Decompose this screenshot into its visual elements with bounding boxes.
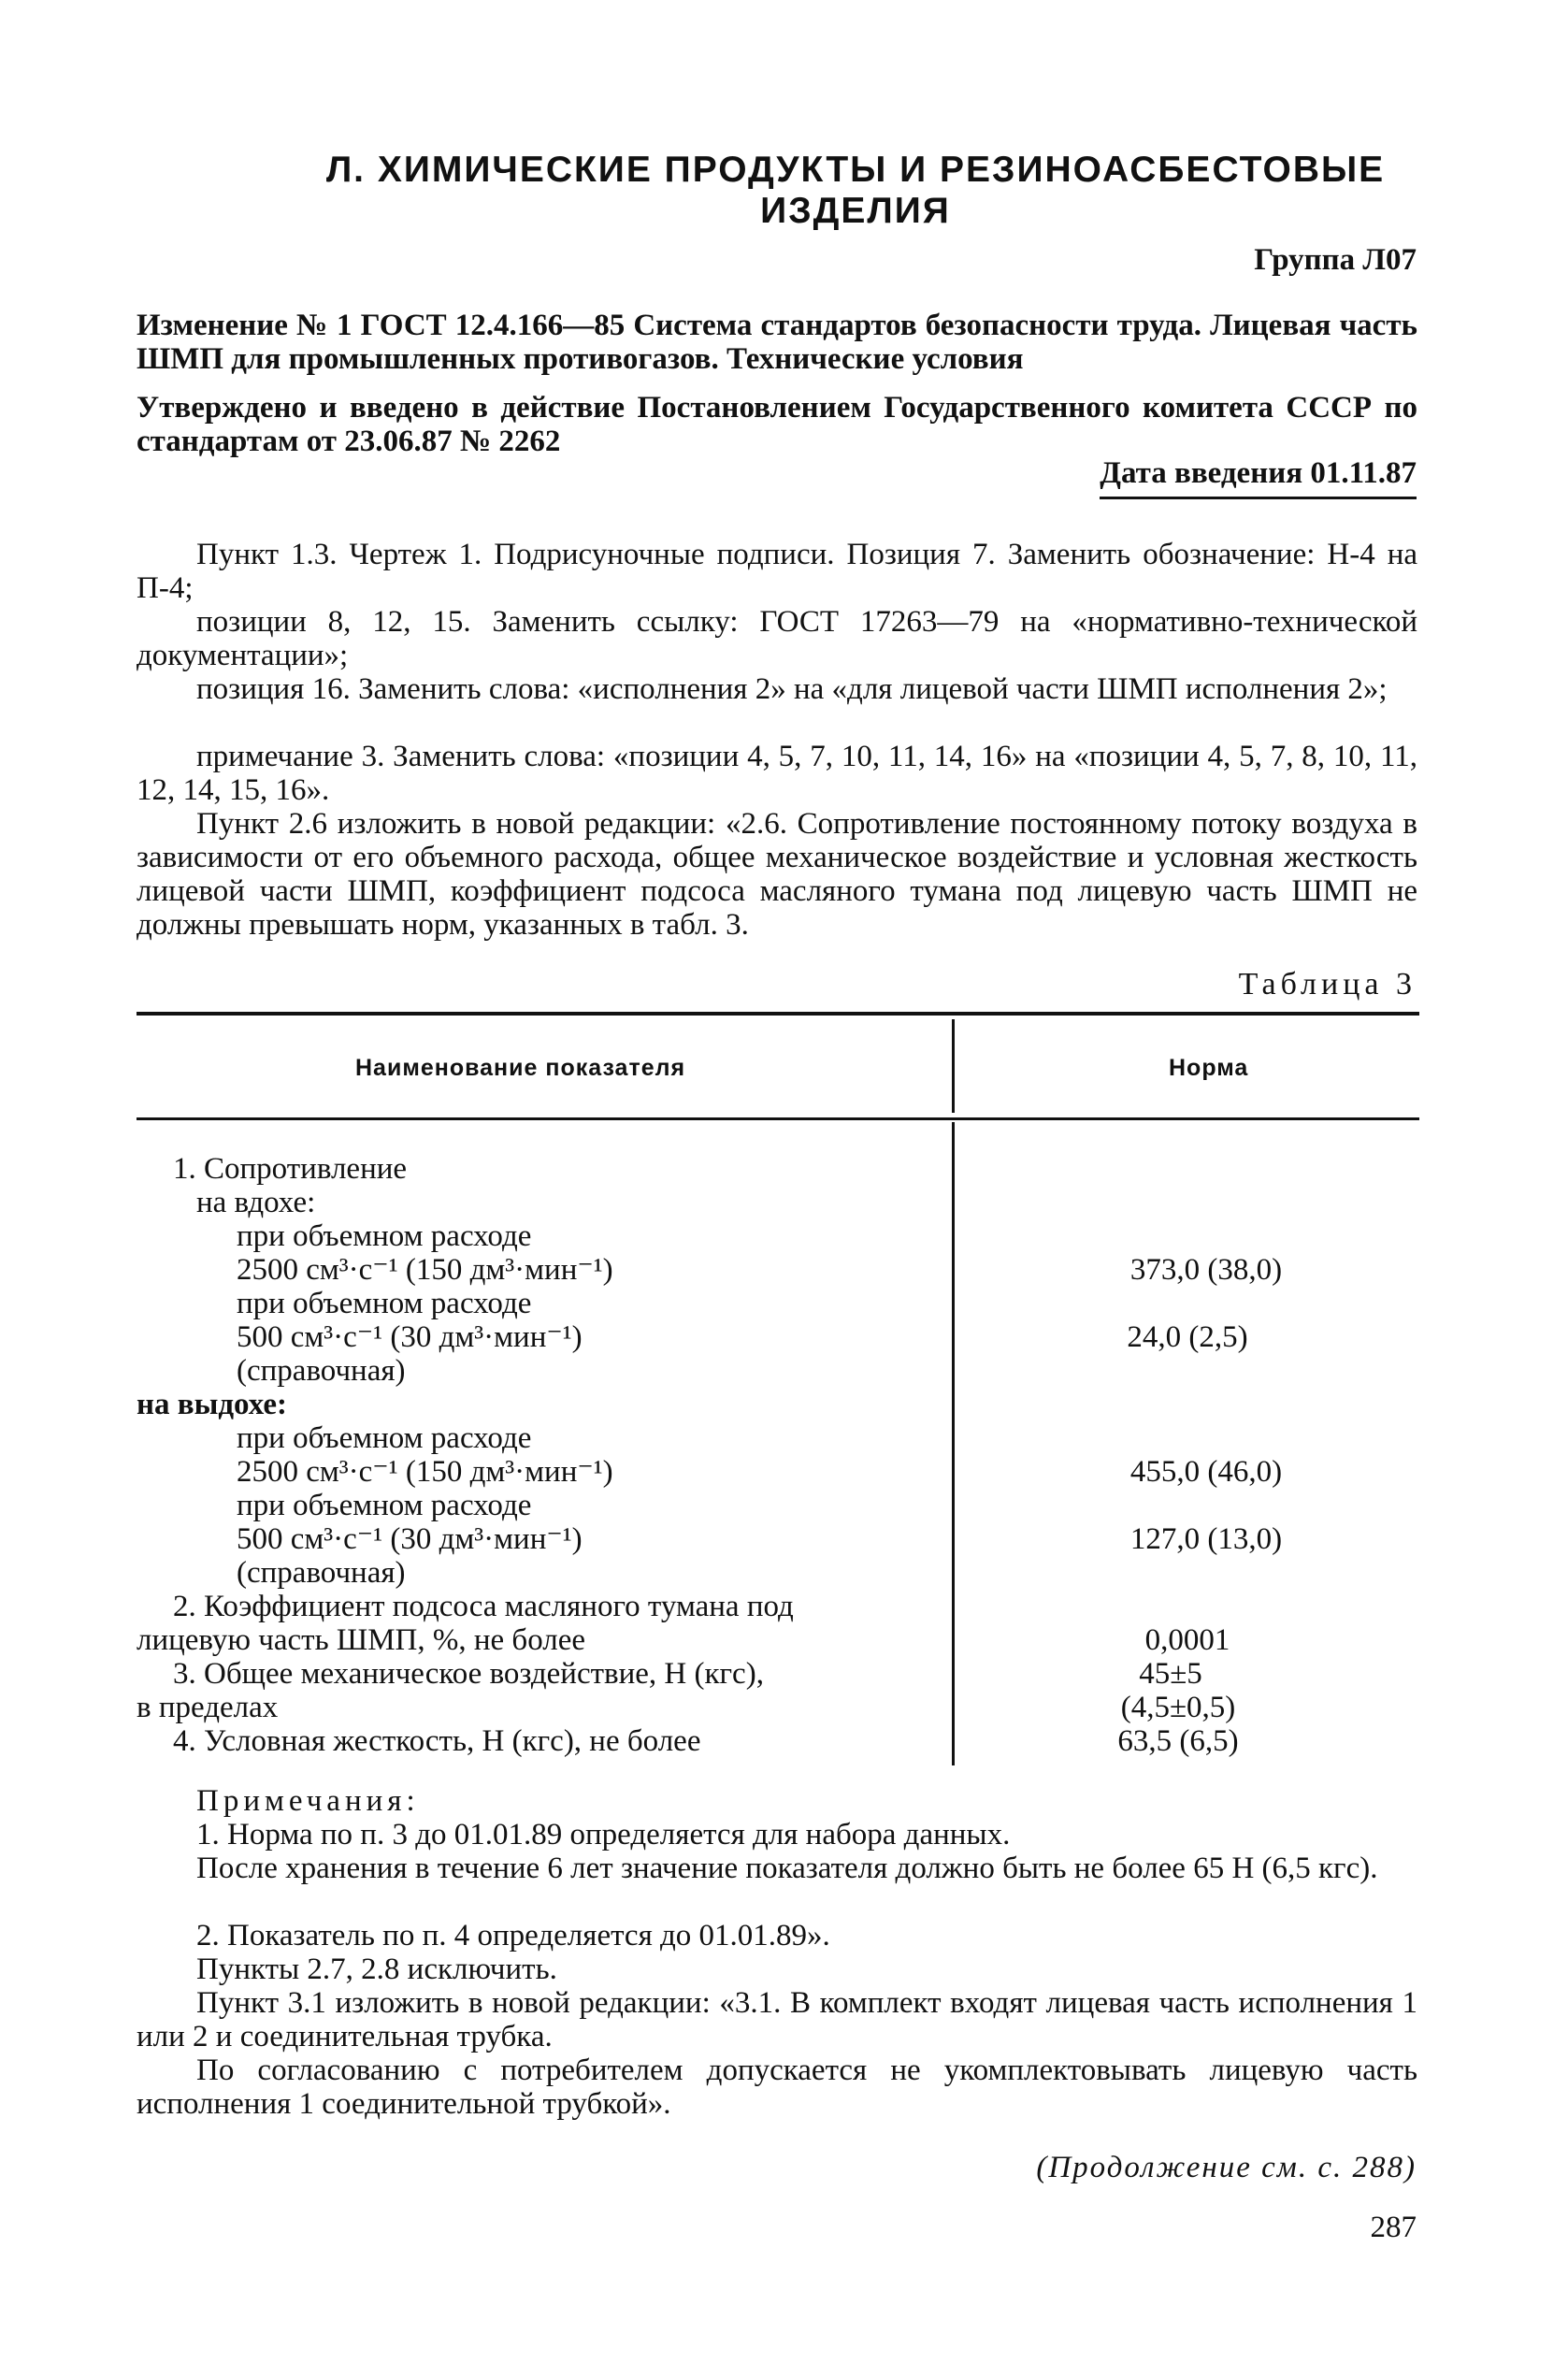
table-row: 1. Сопротивление [173, 1152, 408, 1186]
column-header-name: Наименование показателя [355, 1055, 686, 1081]
effective-date: Дата введения 01.11.87 [1100, 456, 1417, 499]
table-value: 63,5 (6,5) [1117, 1724, 1239, 1758]
table-value: 0,0001 [1144, 1623, 1230, 1657]
table-row: при объемном расходе [237, 1287, 532, 1320]
table-value: 455,0 (46,0) [1129, 1455, 1283, 1489]
table-row: 2500 см³·с⁻¹ (150 дм³·мин⁻¹) [237, 1253, 613, 1287]
table-value: 45±5 [1139, 1657, 1202, 1691]
table-row: при объемном расходе [237, 1421, 532, 1455]
paragraph-2: позиции 8, 12, 15. Заменить ссылку: ГОСТ 17263—79 на «нормативно-технической документации»; [137, 605, 1417, 672]
paragraph-1: Пункт 1.3. Чертеж 1. Подрисуночные подписи. Позиция 7. Заменить обозначение: Н-4 на П-4; [137, 538, 1417, 605]
notes-heading: Примечания: [196, 1784, 420, 1818]
approval-text: Утверждено и введено в действие Постановлением Государственного комитета СССР по стандартам от 23.06.87 № 2262 [137, 391, 1417, 458]
paragraph-3: позиция 16. Заменить слова: «исполнения 2» на «для лицевой части ШМП исполнения 2»; [196, 672, 1388, 706]
body-column-divider [952, 1122, 955, 1765]
continuation-note: (Продолжение см. с. 288) [1036, 2151, 1417, 2184]
paragraph-4: примечание 3. Заменить слова: «позиции 4, 5, 7, 10, 11, 14, 16» на «позиции 4, 5, 7, 8, 10, 11, 12, 14, 15, 16». [137, 740, 1417, 807]
page-number: 287 [1370, 2211, 1417, 2244]
group-label: Группа Л07 [1254, 243, 1417, 277]
table-row: 4. Условная жесткость, Н (кгс), не более [173, 1724, 701, 1758]
paragraph-7: Пункт 3.1 изложить в новой редакции: «3.1. В комплект входят лицевая часть исполнения 1 или 2 и соединительная трубка. [137, 1986, 1417, 2053]
paragraph-8: По согласованию с потребителем допускается не укомплектовывать лицевую часть исполнения 1 соединительной трубкой». [137, 2053, 1417, 2121]
table-row: (справочная) [237, 1354, 406, 1388]
table-row: на вдохе: [196, 1186, 316, 1219]
table-row: в пределах [137, 1691, 279, 1724]
table-value: 127,0 (13,0) [1129, 1522, 1283, 1556]
section-heading: Л. ХИМИЧЕСКИЕ ПРОДУКТЫ И РЕЗИНОАСБЕСТОВЫЕ ИЗДЕЛИЯ [325, 150, 1386, 231]
table-caption: Таблица 3 [1238, 967, 1417, 1001]
table-row: 500 см³·с⁻¹ (30 дм³·мин⁻¹) [237, 1320, 583, 1354]
table-row: 500 см³·с⁻¹ (30 дм³·мин⁻¹) [237, 1522, 583, 1556]
header-column-divider [952, 1019, 955, 1113]
paragraph-6: Пункты 2.7, 2.8 исключить. [196, 1952, 557, 1986]
note-1: 1. Норма по п. 3 до 01.01.89 определяется для набора данных. [196, 1818, 1011, 1851]
table-row: 2. Коэффициент подсоса масляного тумана под [173, 1590, 794, 1623]
note-3: 2. Показатель по п. 4 определяется до 01.01.89». [196, 1919, 830, 1952]
table-header-rule [137, 1117, 1419, 1120]
table-top-rule [137, 1012, 1419, 1016]
table-row: 2500 см³·с⁻¹ (150 дм³·мин⁻¹) [237, 1455, 613, 1489]
change-title: Изменение № 1 ГОСТ 12.4.166—85 Система стандартов безопасности труда. Лицевая часть ШМП для промышленных противогазов. Технические условия [137, 309, 1417, 376]
table-value: 373,0 (38,0) [1129, 1253, 1283, 1287]
table-row: (справочная) [237, 1556, 406, 1590]
column-header-norm: Норма [1169, 1055, 1249, 1081]
table-row: при объемном расходе [237, 1489, 532, 1522]
table-value: (4,5±0,5) [1120, 1691, 1236, 1724]
table-row: при объемном расходе [237, 1219, 532, 1253]
paragraph-5: Пункт 2.6 изложить в новой редакции: «2.6. Сопротивление постоянному потоку воздуха в зависимости от его объемного расхода, общее механическое воздействие и условная жесткость лицевой части ШМП, коэффициент подсоса масляного тумана под лицевую часть ШМП не должны превышать норм, указанных в табл. 3. [137, 807, 1417, 942]
table-value: 24,0 (2,5) [1127, 1320, 1248, 1354]
table-row: лицевую часть ШМП, %, не более [137, 1623, 586, 1657]
note-2: После хранения в течение 6 лет значение показателя должно быть не более 65 Н (6,5 кгс). [196, 1851, 1378, 1885]
table-row: 3. Общее механическое воздействие, Н (кгс), [173, 1657, 764, 1691]
table-row: на выдохе: [137, 1388, 288, 1421]
